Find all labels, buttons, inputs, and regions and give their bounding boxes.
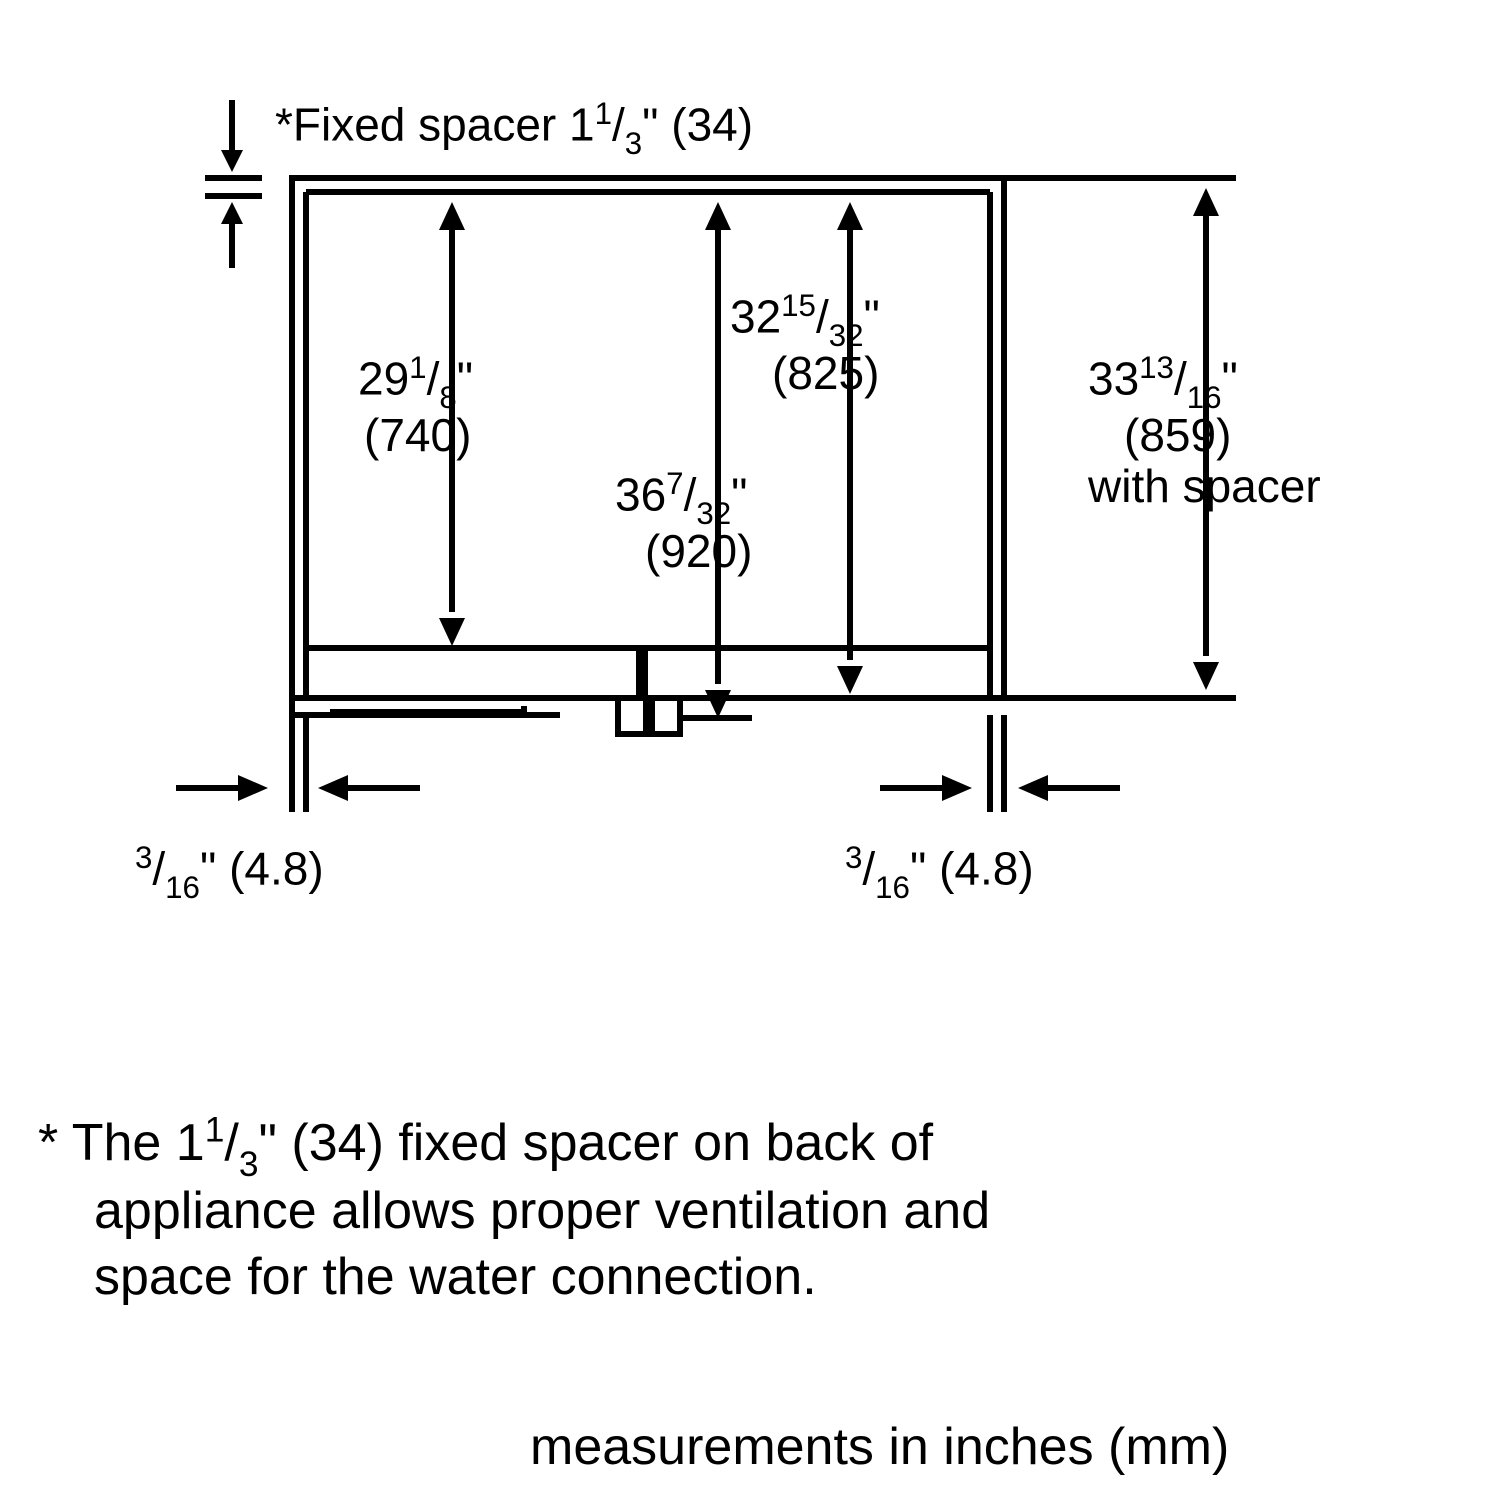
fraction-fifteen-thirtyseconds: $^{15}/_{32}$ — [781, 288, 864, 354]
arrowhead-32-down — [837, 666, 863, 694]
arrowhead-right-gap-right — [942, 775, 972, 801]
units-note: measurements in inches (mm) — [530, 1418, 1230, 1476]
arrowhead-left-gap-left — [318, 775, 348, 801]
label-left-gap: $^3/_{16}$" (4.8) — [135, 840, 324, 906]
label-mid-height-mm: (825) — [772, 346, 880, 399]
label-fixed-spacer-mm: " (34) — [642, 98, 754, 151]
footnote-line-1: * The $1^1/_3$" (34) fixed spacer on back of — [38, 1110, 934, 1184]
fraction-one-third-footnote: $^1/_3$ — [204, 1110, 259, 1184]
fraction-three-sixteenths-left: $^3/_{16}$ — [135, 840, 200, 906]
label-left-gap-mm: (4.8) — [229, 842, 324, 895]
fraction-thirteen-sixteenths: $^{13}/_{16}$ — [1139, 350, 1222, 416]
arrowhead-36-up — [705, 202, 731, 230]
water-connection-left-leg — [618, 698, 646, 734]
arrowhead-32-up — [837, 202, 863, 230]
label-inner-height — [358, 352, 473, 461]
label-inner-height-inches: $29^1/_8$" — [358, 350, 474, 416]
label-overall-height — [615, 468, 752, 577]
spacer-arrowhead-down — [221, 150, 243, 172]
fraction-one-eighth: $^1/_8$ — [409, 350, 457, 416]
arrowhead-left-gap-right — [238, 775, 268, 801]
label-height-with-spacer-note: with spacer — [1088, 460, 1321, 513]
label-fixed-spacer-top — [275, 96, 754, 162]
footnote-spacer — [38, 1110, 990, 1311]
water-connection-right-leg — [652, 698, 680, 734]
fraction-one-third: $^1/_3$ — [594, 96, 643, 162]
arrowhead-29-down — [439, 618, 465, 646]
label-fixed-spacer-text: *Fixed spacer 1 — [275, 98, 595, 151]
label-height-with-spacer-mm: (859) — [1124, 408, 1232, 461]
arrowhead-33-down — [1193, 662, 1219, 690]
fraction-seven-thirtyseconds: $^7/_{32}$ — [666, 466, 732, 532]
arrowhead-29-up — [439, 202, 465, 230]
label-inner-height-mm: (740) — [364, 408, 472, 461]
label-overall-height-inches: $36^7/_{32}$" — [615, 466, 748, 532]
footnote-line-3: space for the water connection. — [94, 1248, 817, 1307]
label-height-with-spacer — [1088, 352, 1321, 513]
arrowhead-right-gap-left — [1018, 775, 1048, 801]
label-right-gap-mm: (4.8) — [939, 842, 1034, 895]
label-right-gap: $^3/_{16}$" (4.8) — [845, 840, 1034, 906]
footnote-line-2: appliance allows proper ventilation and — [94, 1181, 991, 1240]
arrowhead-33-up — [1193, 188, 1219, 216]
spacer-arrowhead-up — [221, 202, 243, 224]
arrowhead-36-down — [705, 690, 731, 718]
fraction-three-sixteenths-right: $^3/_{16}$ — [845, 840, 910, 906]
label-overall-height-mm: (920) — [645, 524, 753, 577]
label-height-with-spacer-inches: $33^{13}/_{16}$" — [1088, 350, 1238, 416]
label-mid-height — [730, 290, 880, 399]
label-mid-height-inches: $32^{15}/_{32}$" — [730, 288, 880, 354]
